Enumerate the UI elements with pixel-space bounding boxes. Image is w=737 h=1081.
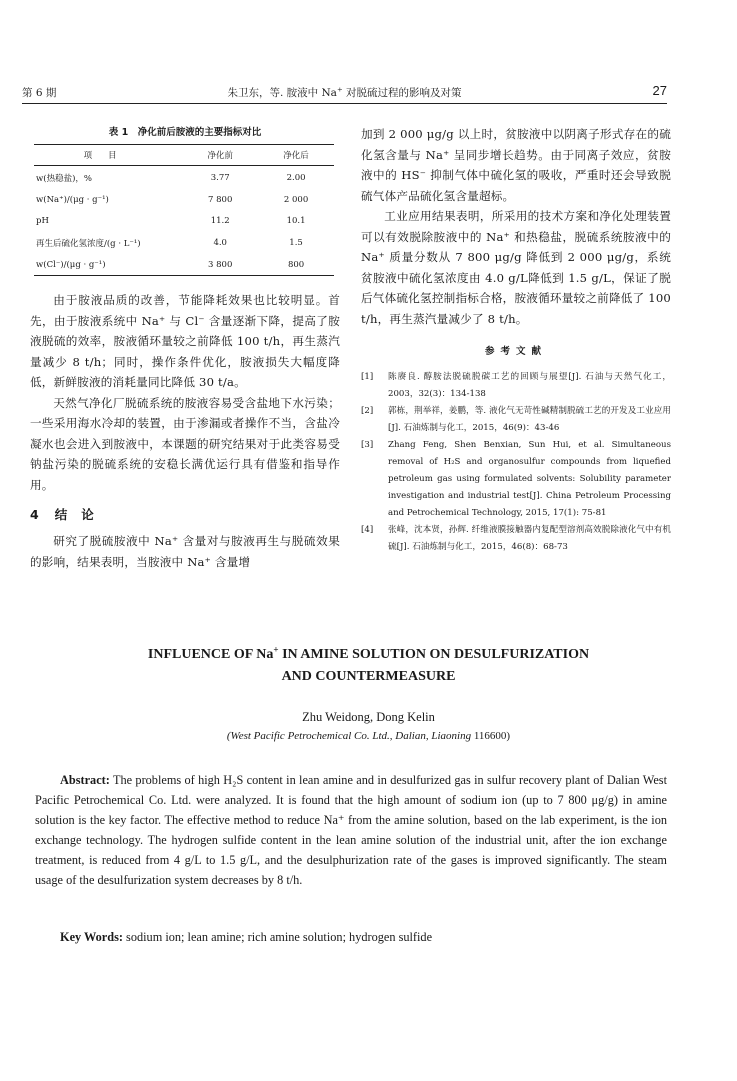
english-authors: Zhu Weidong, Dong Kelin [302,710,435,724]
page-number: 27 [652,83,667,98]
row-before-value: 3.77 [210,173,230,183]
reference-index: [2] [361,406,374,416]
section-title: 结论 [54,507,108,522]
section-number: 4 [30,507,39,522]
row-before-value: 7 800 [208,195,233,205]
keywords-text: sodium ion; lean amine; rich amine solution; hydrogen sulfide [122,930,433,944]
english-title-line1 [0,644,737,666]
references-list [361,369,671,556]
affiliation-postcode: 116600) [471,730,511,742]
col-header-before: 净化前 [182,145,258,166]
table-row [34,166,334,190]
row-item: w(热稳盐)，% [36,174,92,184]
references-title: 参考文献 [484,346,547,357]
running-title-sup: + [336,85,343,94]
row-after-value: 10.1 [286,216,306,226]
row-item: 再生后硫化氢浓度/(g · L⁻¹) [36,239,141,249]
paragraph-energy-saving: 由于胺液品质的改善，节能降耗效果也比较明显。首先，由于胺液系统中 Na⁺ 与 Cl⁻ 含量逐渐下降，提高了胺液脱硫的效率，胺液循环量较之前降低 100 t/h，再生蒸汽量减少 8 t/h；同时，操作条件优化，胺液损失大幅度降低，新鲜胺液的消耗量同比降低 30 t/a。 [30,293,340,389]
row-after-value: 800 [258,254,334,276]
table-row [34,254,334,276]
affiliation-text: (West Pacific Petrochemical Co. Ltd., Dalian, Liaoning [226,730,472,742]
row-after-value: 2 000 [283,195,309,205]
paragraph-conclusion: 研究了脱硫胺液中 Na⁺ 含量对与胺液再生与脱硫效果的影响，结果表明，当胺液中 Na⁺ 含量增 [30,534,340,569]
english-keywords [60,930,670,945]
title-line1-sup: + [273,644,279,655]
col-header-after: 净化后 [258,145,334,166]
table-row [34,189,334,210]
english-title [0,644,737,688]
running-title-post: 对脱硫过程的影响及对策 [342,87,462,99]
paragraph-applicability: 天然气净化厂脱硫系统的胺液容易受含盐地下水污染；一些采用海水冷却的装置，由于渗漏或者操作不当，含盐冷凝水也会进入到胺液中，本课题的研究结果对于此类容易受钠盐污染的脱硫系统的安稳长满优运行具有借鉴和指导作用。 [30,395,340,492]
reference-index: [3] [361,440,374,450]
title-line1-pre: INFLUENCE OF Na [147,647,274,662]
row-item: pH [36,216,49,226]
left-column [30,124,340,572]
table-row [34,231,334,254]
paragraph-conclusion-cont: 加到 2 000 μg/g 以上时，贫胺液中以阴离子形式存在的硫化氢含量与 Na⁺ 呈同步增长趋势。由于同离子效应，贫胺液中的 HS⁻ 抑制气体中硫化氢的吸收，严重时还会导致脱硫气体产品硫化氢含量超标。 [361,127,671,203]
keywords-label: Key Words: [60,930,123,944]
reference-item [361,369,671,403]
paragraph-industrial-results: 工业应用结果表明，所采用的技术方案和净化处理装置可以有效脱除胺液中的 Na⁺ 和热稳盐，脱硫系统胺液中的 Na⁺ 质量分数从 7 800 μg/g 降低到 2 000 μg/g，系统贫胺液中硫化氢浓度由 4.0 g/L降低到 1.5 g/L，保证了脱后气体硫化氢控制指标合格，胺液循环量较之前降低了 100 t/h，再生蒸汽量减少了 8 t/h。 [361,209,671,326]
english-abstract [35,770,667,890]
reference-index: [4] [361,525,374,535]
row-before-value: 4.0 [213,238,227,248]
english-title-line2: AND COUNTERMEASURE [281,669,456,684]
running-title-pre: 朱卫东，等. 胺液中 Na [227,87,337,99]
row-before-value: 3 800 [182,254,258,276]
english-affiliation [0,730,737,742]
reference-text: 陈赓良. 醇胺法脱硫脱碳工艺的回顾与展望[J]. 石油与天然气化工，2003，32(3)：134-138 [388,372,671,399]
row-before-value: 11.2 [210,216,230,226]
reference-item [361,403,671,437]
abstract-label: Abstract: [60,773,110,787]
issue-label: 第 6 期 [22,87,57,99]
reference-item [361,522,671,556]
reference-text: Zhang Feng, Shen Benxian, Sun Hui, et al. Simultaneous removal of H₂S and organosulfur compounds from liquefied petroleum gas using formulated solvents: Solubility parameter investigation and industrial test[J]. China Petroleum Processing and Petrochemical Technology, 2015, 17(1): 75-81 [388,440,671,518]
title-line1-post: IN AMINE SOLUTION ON DESULFURIZATION [278,647,590,662]
running-header [22,83,667,104]
row-after-value: 1.5 [289,238,303,248]
row-item: w(Cl⁻)/(μg · g⁻¹) [34,254,182,276]
col-header-item: 项目 [34,145,182,166]
reference-item [361,437,671,522]
reference-text: 张峰，沈本贤，孙辉. 纤维液膜接触器内复配型溶剂高效脱除液化气中有机硫[J]. 石油炼制与化工，2015，46(8)：68-73 [388,525,671,552]
indicator-table [34,144,334,276]
row-item: w(Na⁺)/(μg · g⁻¹) [36,195,109,205]
table-header-row [34,145,334,166]
right-column [361,124,671,556]
reference-index: [1] [361,372,374,382]
abstract-text: The problems of high H₂S content in lean amine and in desulfurized gas in sulfur recovery plant of Dalian West Pacific Petrochemical Co. Ltd. were analyzed. It is found that the high amount of sodium ion (up to 7 800 μg/g) in amine solution is the key factor. The effective method to reduce Na⁺ from the amine solution, based on the lab experiment, is the ion exchange technology. The hydrogen sulfide content in the lean amine solution of the industrial unit, after the ion exchange treatment, is reduced from 4 g/L to 1.5 g/L, and the desulphurization rate of the gases is improved significantly. The steam usage of the desulfurization system decreases by 8 t/h. [35,773,667,887]
reference-text: 郭栋，荆举祥，姜鹏，等. 液化气无苛性碱精制脱硫工艺的开发及工业应用[J]. 石油炼制与化工，2015，46(9)：43-46 [388,406,671,433]
running-title [22,85,667,100]
table-row [34,210,334,231]
section-heading [30,505,340,523]
table-caption: 表 1 净化前后胺液的主要指标对比 [108,127,262,138]
row-after-value: 2.00 [286,173,306,183]
